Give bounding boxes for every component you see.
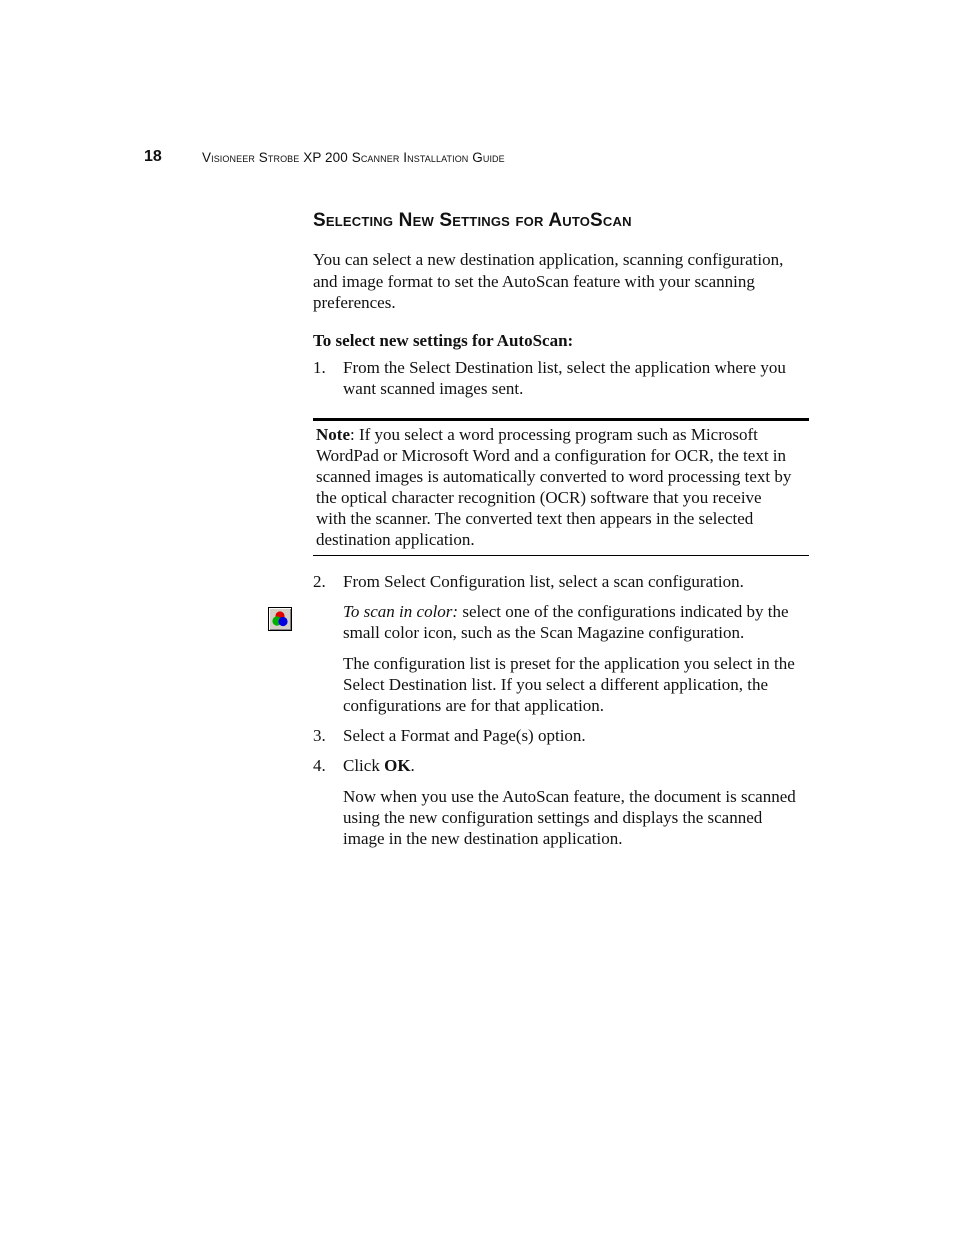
intro-paragraph: You can select a new destination application, scanning configuration, and image format to set the AutoScan feature with your scanning preferences. [313,250,784,312]
step-number: 4. [313,756,326,775]
color-tip-body: select one of the configurations indicated by the small color icon, such as the Scan Magazine configuration. [343,602,789,642]
note-label: Note [316,425,350,444]
step-text-after: . [410,756,415,775]
step-number: 2. [313,572,326,591]
note-body: : If you select a word processing program such as Microsoft WordPad or Microsoft Word and a configuration for OCR, the text in scanned images is automatically converted to word processing text by the optical character recognition (OCR) software that you receive with the scanner. The converted text then appears in the selected destination application. [316,425,792,549]
step-text [343,755,808,776]
section-heading: Selecting New Settings for AutoScan [313,210,632,231]
color-circles-icon [270,609,290,629]
step-text: Select a Format and Page(s) option. [343,726,586,745]
procedure-heading: To select new settings for AutoScan: [313,331,574,350]
note-text [316,424,796,550]
step-number: 3. [313,726,326,745]
note-box [313,418,809,556]
color-tip-lead: To scan in color: [343,602,459,621]
ok-label: OK [384,756,411,775]
color-tip-paragraph [343,601,808,643]
page-number: 18 [144,148,162,165]
step-number: 1. [313,358,326,377]
configuration-paragraph: The configuration list is preset for the application you select in the Select Destination list. If you select a different application, the configurations are for that application. [343,654,795,715]
step-text: From the Select Destination list, select the application where you want scanned images sent. [343,358,786,398]
step-text: From Select Configuration list, select a scan configuration. [343,572,744,591]
color-config-icon [268,607,292,631]
step-text-before: Click [343,756,385,775]
result-paragraph: Now when you use the AutoScan feature, the document is scanned using the new configuration settings and displays the scanned image in the new destination application. [343,787,796,848]
running-header: Visioneer Strobe XP 200 Scanner Installation Guide [202,150,505,165]
